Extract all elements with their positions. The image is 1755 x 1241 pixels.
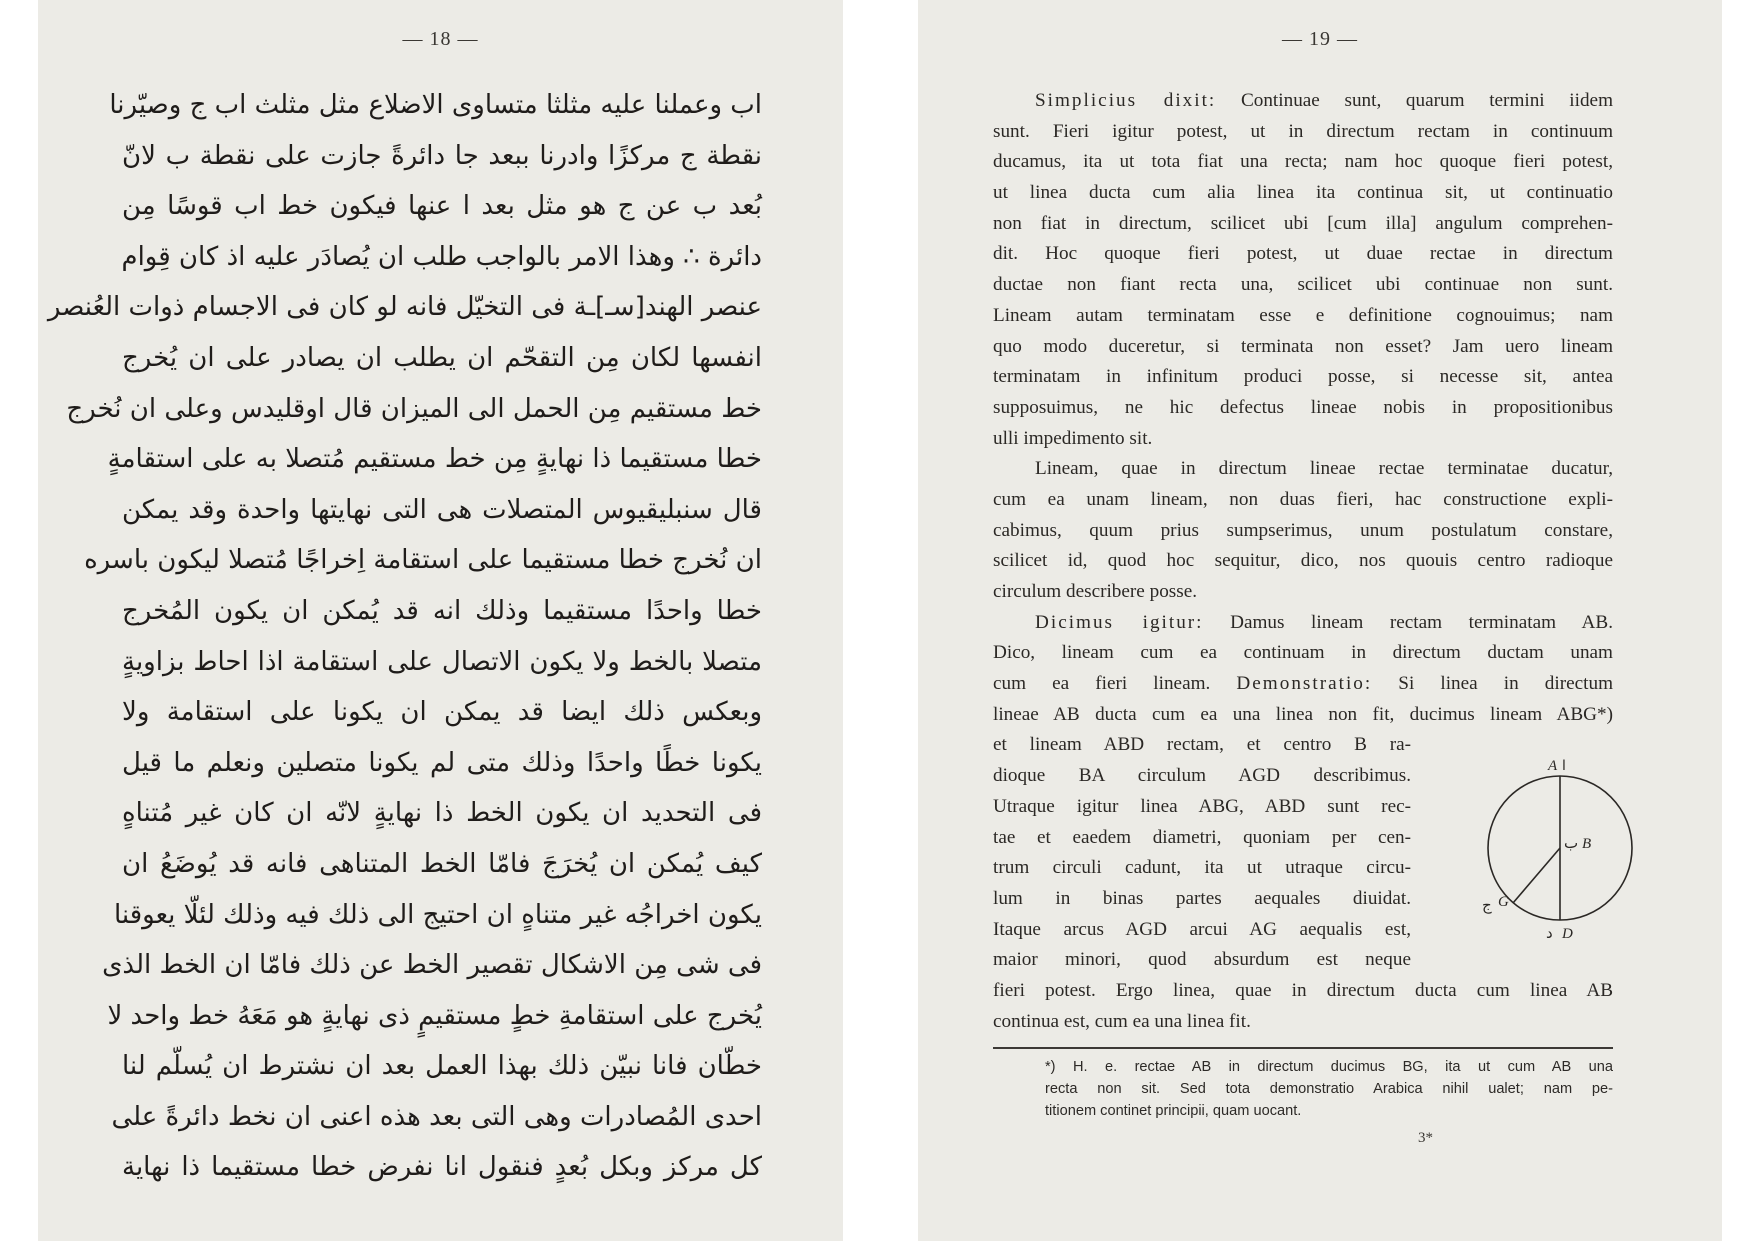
arabic-line: متصلا بالخط ولا يكون الاتصال على استقامة اذا احاط بزاويةٍ [122, 646, 762, 677]
label-D: D [1562, 926, 1573, 942]
signature-mark: 3* [1418, 1130, 1433, 1146]
line-BG [1513, 848, 1560, 903]
arabic-line: عنصر الهند[سـ]ـة فى التخيّل فانه لو كان فى الاجسام ذوات العُنصر [47, 292, 762, 323]
latin-line: non fiat in directum, scilicet ubi [cum illa] angulum comprehen- [993, 212, 1613, 234]
latin-line: Utraque igitur linea ABG, ABD sunt rec- [993, 795, 1411, 817]
arabic-line: خطا مستقيما ذا نهايةٍ مِن خط مستقيم مُتصلا به على استقامةٍ [107, 444, 762, 475]
footnote-line: *) H. e. rectae AB in directum ducimus BG, ita ut cum AB una [1045, 1059, 1613, 1075]
label-G-arabic: ج [1482, 896, 1492, 914]
lead-phrase: Simplicius dixit: [1035, 90, 1217, 111]
latin-line: quo modo duceretur, si terminata non esset? Jam uero lineam [993, 335, 1613, 357]
arabic-line: قال سنبليقيوس المتصلات هى التى نهايتها واحدة وقد يمكن [122, 494, 762, 525]
arabic-line: فى التحديد ان يكون الخط ذا نهايةٍ لانّه ان كان غير مُتناهٍ [122, 798, 762, 829]
paragraph-simplicius [993, 86, 1613, 454]
latin-line [993, 669, 1613, 700]
arabic-line: يكون اخراجُه غير متناهٍ ان احتيج الى ذلك فيه وذلك لئلّا يعوقنا [113, 899, 762, 930]
latin-line: Itaque arcus AGD arcui AG aequalis est, [993, 918, 1411, 940]
latin-line: fieri potest. Ergo linea, quae in directum ducta cum linea AB [993, 979, 1613, 1001]
latin-line: supposuimus, ne hic defectus lineae nobis in propositionibus [993, 396, 1613, 418]
label-B: B [1582, 836, 1592, 852]
latin-line-text: Si linea in directum [1372, 673, 1613, 695]
latin-line: continua est, cum ea una linea fit. [993, 1010, 1251, 1032]
arabic-text-block [47, 80, 762, 1193]
arabic-line: وبعكس ذلك ايضا قد يمكن ان يكونا على استقامة ولا [122, 697, 762, 728]
latin-line: sunt. Fieri igitur potest, ut in directum rectam in continuum [993, 120, 1613, 142]
latin-line: ulli impedimento sit. [993, 427, 1153, 449]
latin-line: circulum describere posse. [993, 581, 1198, 602]
page-number: — 18 — [402, 28, 479, 50]
footnote [993, 1056, 1613, 1122]
arabic-line: احدى المُصادرات وهى التى بعد هذه اعنى ان نخط دائرةً على [111, 1101, 762, 1132]
latin-line: Lineam autam terminatam esse e definitione cognouimus; nam [993, 304, 1613, 326]
arabic-line: كيف يُمكن ان يُخرَجَ فامّا الخط المتناهى فانه قد يُوضَعُ ان [122, 848, 762, 879]
label-B-arabic: ب [1564, 834, 1579, 852]
latin-line: tae et eaedem diametri, quoniam per cen- [993, 826, 1411, 848]
label-G: G [1498, 894, 1509, 910]
latin-line-text: cum ea fieri lineam. [993, 673, 1237, 695]
latin-line: ut linea ducta cum alia linea ita continua sit, ut continuatio [993, 182, 1613, 204]
arabic-line: دائرة ∴ وهذا الامر بالواجب طلب ان يُصادَر عليه اذ كان قِوام [121, 241, 762, 272]
arabic-line: بُعد ب عن ج هو مثل بعد ا عنها فيكون خط اب قوسًا مِن [122, 191, 762, 222]
latin-line [993, 86, 1613, 117]
lead-phrase: Dicimus igitur: [1035, 611, 1204, 633]
label-A: A [1548, 758, 1558, 774]
left-page [38, 0, 843, 1241]
footnote-line: titionem continet principii, quam uocant. [1045, 1103, 1302, 1119]
arabic-line: يُخرج على استقامةِ خطٍ مستقيمٍ ذى نهايةٍ هو مَعَهُ خط واحد لا [107, 1000, 762, 1031]
lead-phrase: Demonstratio: [1236, 673, 1373, 695]
arabic-line: خطّان فانا نبيّن ذلك بهذا العمل بعد ان نشترط ان يُسلّم لنا [122, 1051, 762, 1082]
arabic-line: فى شى مِن الاشكال تقصير الخط عن ذلك فامّا ان الخط الذى [102, 950, 762, 981]
latin-line: ductae non fiant recta una, scilicet ubi continuae non sunt. [993, 274, 1613, 296]
footnote-rule [993, 1047, 1613, 1049]
arabic-line: يكونا خطًا واحدًا وذلك متى لم يكونا متصلين ونعلم ما قيل [122, 747, 762, 778]
latin-line: terminatam in infinitum produci posse, si necesse sit, antea [993, 366, 1613, 388]
latin-line: cum ea unam lineam, non duas fieri, hac constructione expli- [993, 488, 1613, 510]
label-A-arabic: ا [1562, 758, 1566, 774]
latin-line: Lineam, quae in directum lineae rectae terminatae ducatur, [1035, 458, 1613, 480]
arabic-line: ان نُخرج خطا مستقيما على استقامة اِخراجًا مُتصلا ليكون باسره [84, 545, 762, 576]
latin-line: ducamus, ita ut tota fiat una recta; nam hoc quoque fieri potest, [993, 151, 1613, 173]
right-page [918, 0, 1722, 1241]
latin-line: maior minori, quod absurdum est neque [993, 949, 1411, 971]
latin-line: lum in binas partes aequales diuidat. [993, 887, 1411, 909]
latin-line: et lineam ABD rectam, et centro B ra- [993, 734, 1411, 756]
arabic-line: نقطة ج مركزًا وادرنا ببعد جا دائرةً جازت على نقطة ب لانّ [122, 140, 762, 171]
latin-line-text: Continuae sunt, quarum termini iidem [1216, 90, 1613, 111]
latin-line [993, 608, 1613, 639]
latin-line: scilicet id, quod hoc sequitur, dico, nos quouis centro radioque [993, 550, 1613, 572]
footnote-line: recta non sit. Sed tota demonstratio Arabica nihil ualet; nam pe- [1045, 1081, 1613, 1097]
arabic-line: اب وعملنا عليه مثلثا متساوى الاضلاع مثل مثلث اب ج وصيّرنا [109, 90, 762, 120]
latin-line: cabimus, quum prius sumpserimus, unum postulatum constare, [993, 519, 1613, 541]
latin-line-text: Damus lineam rectam terminatam AB. [1203, 611, 1613, 633]
latin-line: dit. Hoc quoque fieri potest, ut duae rectae in directum [993, 243, 1613, 265]
latin-line: trum circuli cadunt, ita ut utraque circu- [993, 857, 1411, 879]
label-D-arabic: د [1546, 924, 1553, 942]
arabic-line: خطا واحدًا مستقيما وذلك انه قد يُمكن ان يكون المُخرج [122, 595, 762, 626]
circle-diagram [1460, 756, 1640, 946]
latin-line: lineae AB ducta cum ea una linea non fit, ducimus lineam ABG*) [993, 703, 1613, 725]
arabic-line: انفسها لكان مِن التقحّم ان يطلب ان يصادر على ان يُخرج [122, 342, 762, 373]
latin-line: Dico, lineam cum ea continuam in directum ductam unam [993, 642, 1613, 664]
page-number: — 19 — [1282, 28, 1358, 50]
paragraph-lineam [993, 454, 1613, 607]
latin-line: dioque BA circulum AGD describimus. [993, 765, 1411, 787]
arabic-line: خط مستقيم مِن الحمل الى الميزان قال اوقليدس وعلى ان نُخرج [66, 393, 762, 424]
arabic-line: كل مركز وبكل بُعدٍ فنقول انا نفرض خطا مستقيما ذا نهاية [122, 1152, 762, 1183]
